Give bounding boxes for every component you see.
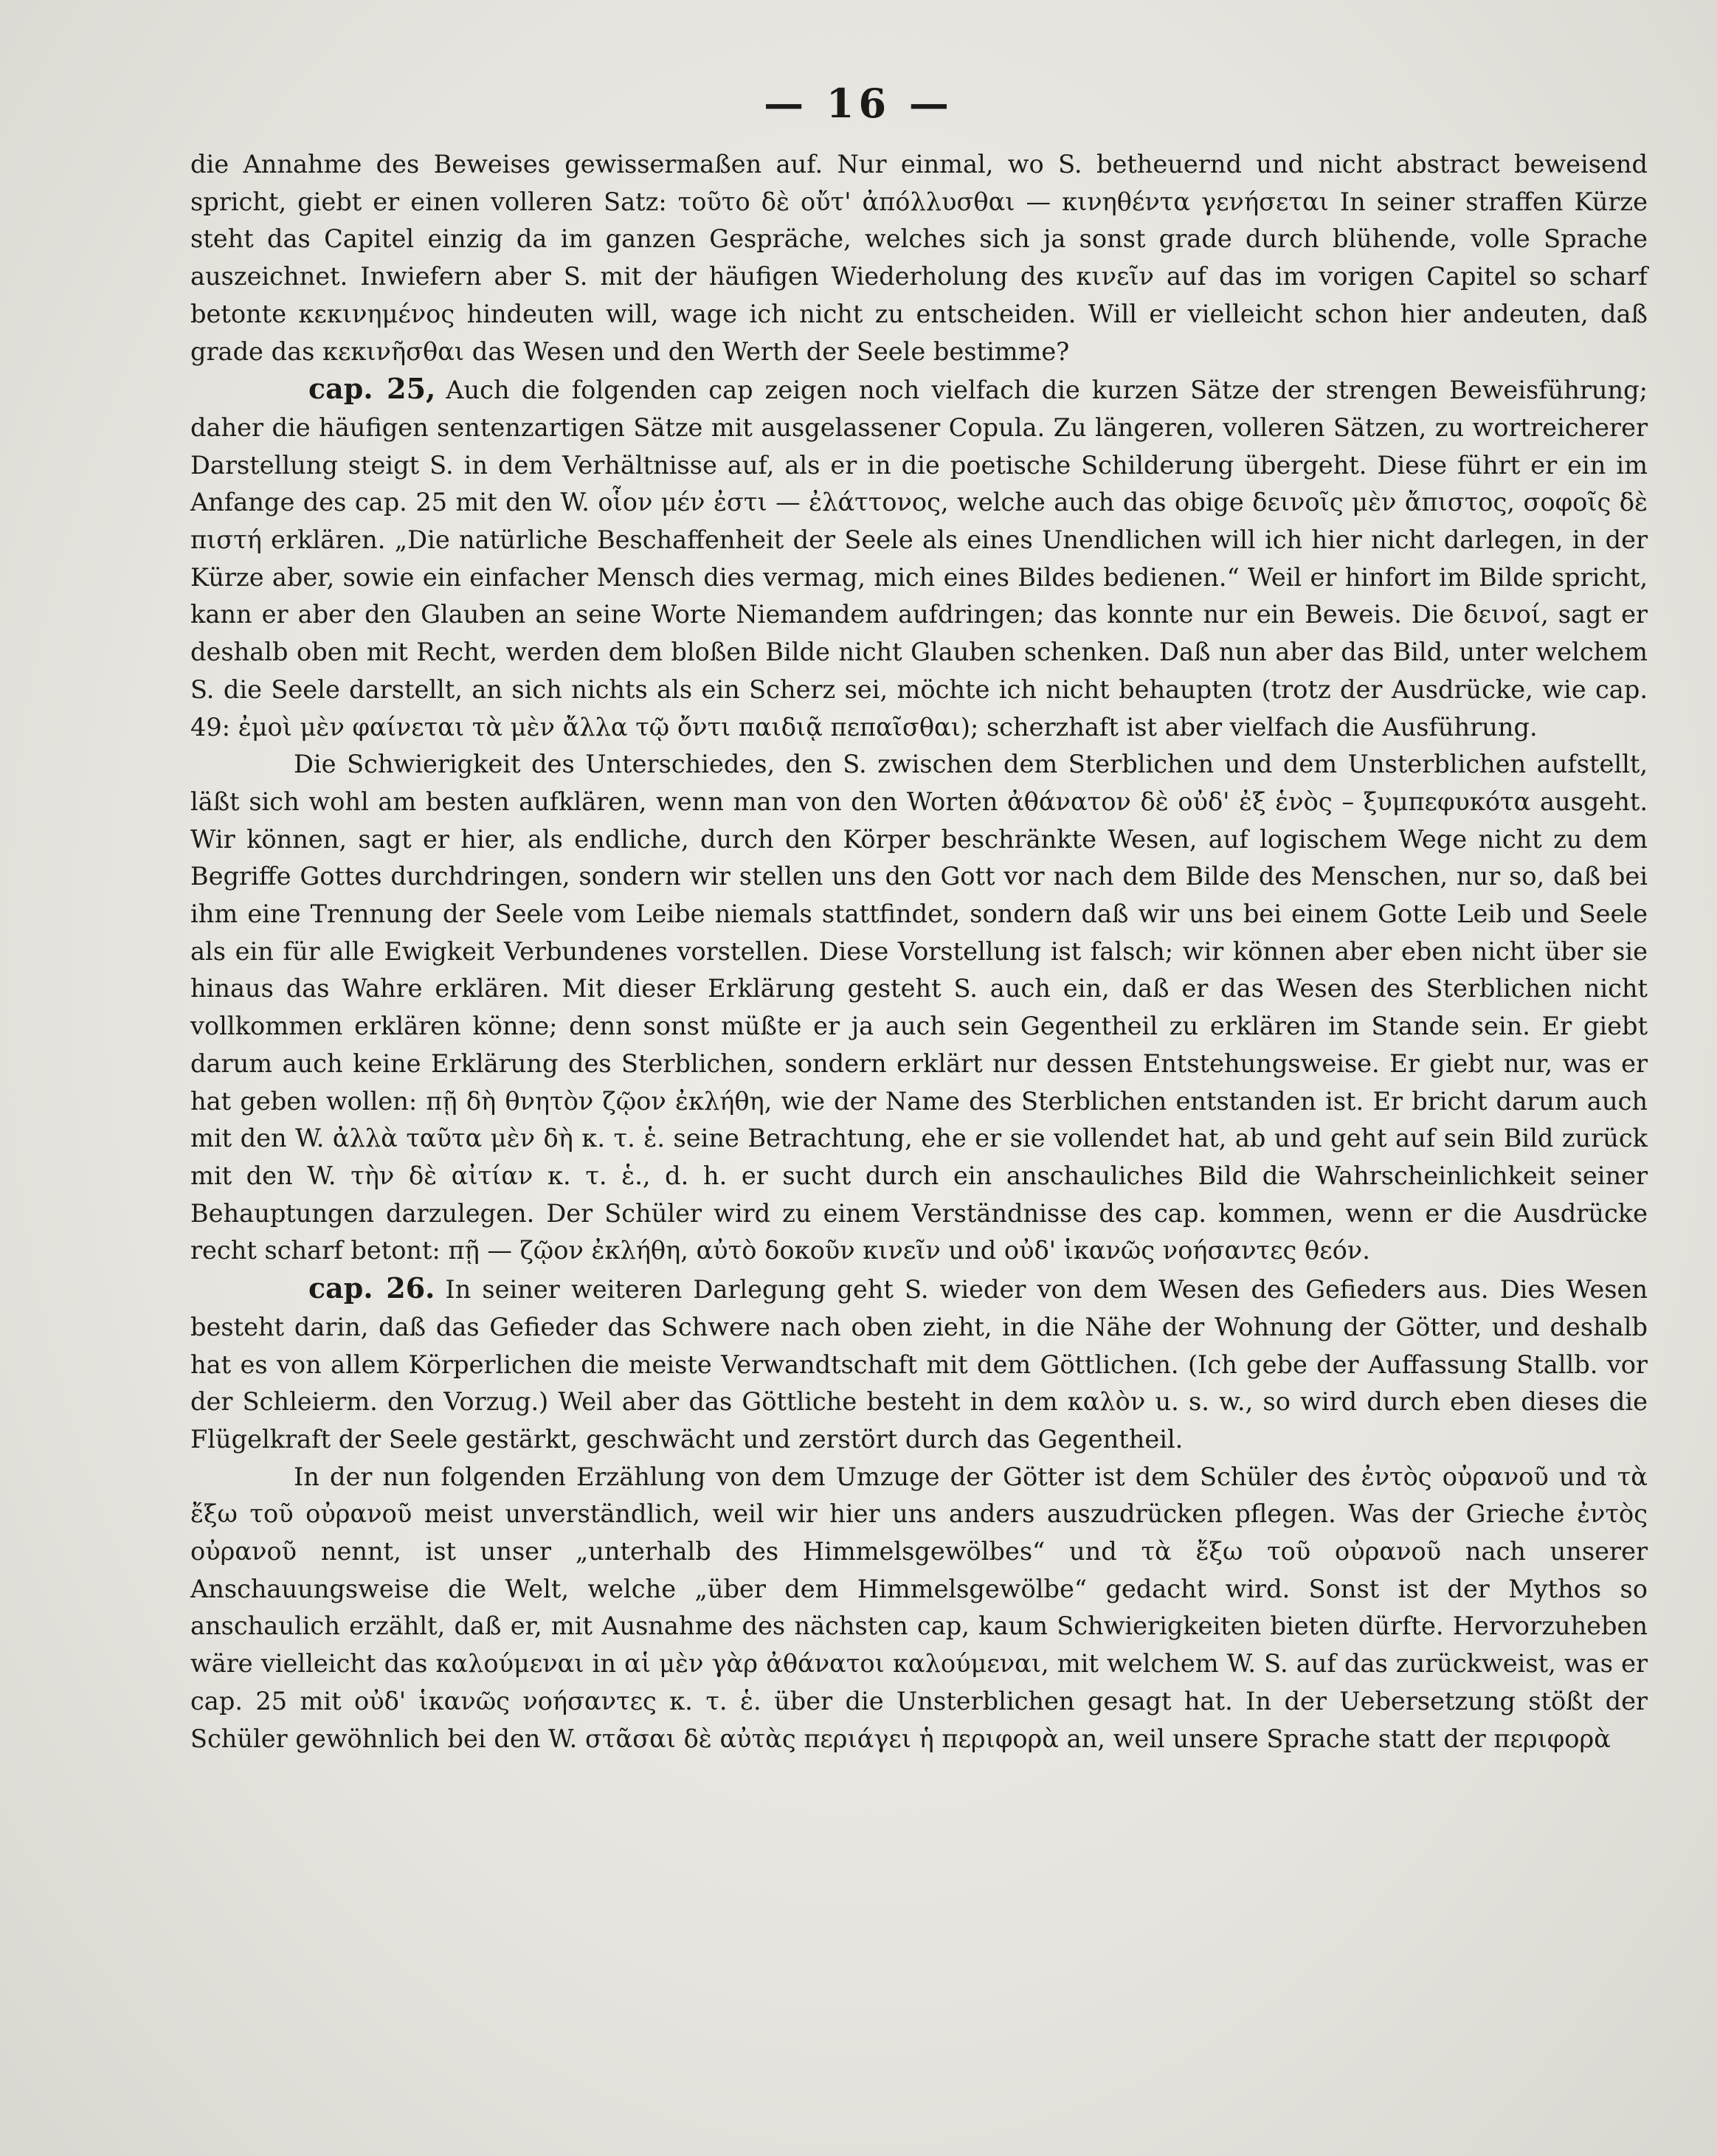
paragraph-text: die Annahme des Beweises gewissermaßen auf. Nur einmal, wo S. betheuernd und nicht abstract beweisend spricht, giebt er einen volleren Satz: τοῦτο δὲ οὔτ' ἀπόλλυσθαι — κινηθέντα γενήσεται In seiner straffen Kürze steht das Capitel einzig da im ganzen Gespräche, welches sich ja sonst grade durch blühende, volle Sprache auszeichnet. Inwiefern aber S. mit der häufigen Wiederholung des κινεῖν auf das im vorigen Capitel so scharf betonte κεκινημένος hindeuten will, wage ich nicht zu entscheiden. Will er vielleicht schon hier andeuten, daß grade das κεκινῆσθαι das Wesen und den Werth der Seele bestimme?	[190, 150, 1648, 366]
page-number: — 16 —	[764, 80, 953, 127]
paragraph-text: In seiner weiteren Darlegung geht S. wieder von dem Wesen des Gefieders aus. Dies Wesen besteht darin, daß das Gefieder das Schwere nach oben zieht, in die Nähe der Wohnung der Götter, und deshalb hat es von allem Körperlichen die meiste Verwandtschaft mit dem Göttlichen. (Ich gebe der Auffassung Stallb. vor der Schleierm. den Vorzug.) Weil aber das Göttliche besteht in dem καλὸν u. s. w., so wird durch eben dieses die Flügelkraft der Seele gestärkt, geschwächt und zerstört durch das Gegentheil.	[190, 1275, 1648, 1454]
paragraph-cap-26	[190, 1270, 1648, 1459]
paragraph-1	[190, 146, 1648, 370]
paragraph-text: Auch die folgenden cap zeigen noch vielfach die kurzen Sätze der strengen Beweisführung; daher die häufigen sentenzartigen Sätze mit ausgelassener Copula. Zu längeren, volleren Sätzen, zu wortreicherer Darstellung steigt S. in dem Verhältnisse auf, als er in die poetische Schilderung übergeht. Diese führt er ein im Anfange des cap. 25 mit den W. οἷον μέν ἐστι — ἐλάττονος, welche auch das obige δεινοῖς μὲν ἄπιστος, σοφοῖς δὲ πιστή erklären. „Die natürliche Beschaffenheit der Seele als eines Unendlichen will ich hier nicht darlegen, in der Kürze aber, sowie ein einfacher Mensch dies vermag, mich eines Bildes bedienen.“ Weil er hinfort im Bilde spricht, kann er aber den Glauben an seine Worte Niemandem aufdringen; das konnte nur ein Beweis. Die δεινοί, sagt er deshalb oben mit Recht, werden dem bloßen Bilde nicht Glauben schenken. Daß nun aber das Bild, unter welchem S. die Seele darstellt, an sich nichts als ein Scherz sei, möchte ich nicht behaupten (trotz der Ausdrücke, wie cap. 49: ἐμοὶ μὲν φαίνεται τὰ μὲν ἄλλα τῷ ὄντι παιδιᾷ πεπαῖσθαι); scherzhaft ist aber vielfach die Ausführung.	[190, 376, 1648, 742]
paragraph-cap-25	[190, 370, 1648, 746]
paragraph-text: In der nun folgenden Erzählung von dem Umzuge der Götter ist dem Schüler des ἐντὸς οὐρανοῦ und τὰ ἔξω τοῦ οὐρανοῦ meist unverständlich, weil wir hier uns anders auszudrücken pflegen. Was der Grieche ἐντὸς οὐρανοῦ nennt, ist unser „unterhalb des Himmelsgewölbes“ und τὰ ἔξω τοῦ οὐρανοῦ nach unserer Anschauungsweise die Welt, welche „über dem Himmelsgewölbe“ gedacht wird. Sonst ist der Mythos so anschaulich erzählt, daß er, mit Ausnahme des nächsten cap, kaum Schwierigkeiten bieten dürfte. Hervorzuheben wäre vielleicht das καλούμεναι in αἱ μὲν γὰρ ἀθάνατοι καλούμεναι, mit welchem W. S. auf das zurückweist, was er cap. 25 mit οὐδ' ἱκανῶς νοήσαντες κ. τ. ἑ. über die Unsterblichen gesagt hat. In der Uebersetzung stößt der Schüler gewöhnlich bei den W. στᾶσαι δὲ αὐτὰς περιάγει ἡ περιφορὰ an, weil unsere Sprache statt der περιφορὰ	[190, 1462, 1648, 1753]
chapter-heading-26: cap. 26.	[308, 1271, 435, 1305]
paragraph-3	[190, 746, 1648, 1270]
paragraph-text: Die Schwierigkeit des Unterschiedes, den S. zwischen dem Sterblichen und dem Unsterblichen aufstellt, läßt sich wohl am besten aufklären, wenn man von den Worten ἀθάνατον δὲ οὐδ' ἐξ ἑνὸς – ξυμπεφυκότα ausgeht. Wir können, sagt er hier, als endliche, durch den Körper beschränkte Wesen, auf logischem Wege nicht zu dem Begriffe Gottes durchdringen, sondern wir stellen uns den Gott vor nach dem Bilde des Menschen, nur so, daß bei ihm eine Trennung der Seele vom Leibe niemals stattfindet, sondern daß wir uns bei einem Gotte Leib und Seele als ein für alle Ewigkeit Verbundenes vorstellen. Diese Vorstellung ist falsch; wir können aber eben nicht über sie hinaus das Wahre erklären. Mit dieser Erklärung gesteht S. auch ein, daß er das Wesen des Sterblichen nicht vollkommen erklären könne; denn sonst müßte er ja auch sein Gegentheil zu erklären im Stande sein. Er giebt darum auch keine Erklärung des Sterblichen, sondern erklärt nur dessen Entstehungsweise. Er giebt nur, was er hat geben wollen: πῇ δὴ θνητὸν ζῷον ἐκλήθη, wie der Name des Sterblichen entstanden ist. Er bricht darum auch mit den W. ἀλλὰ ταῦτα μὲν δὴ κ. τ. ἑ. seine Betrachtung, ehe er sie vollendet hat, ab und geht auf sein Bild zurück mit den W. τὴν δὲ αἰτίαν κ. τ. ἑ., d. h. er sucht durch ein anschauliches Bild die Wahrscheinlichkeit seiner Behauptungen darzulegen. Der Schüler wird zu einem Verständnisse des cap. kommen, wenn er die Ausdrücke recht scharf betont: πῇ — ζῷον ἐκλήθη, αὐτὸ δοκοῦν κινεῖν und οὐδ' ἱκανῶς νοήσαντες θεόν.	[190, 750, 1648, 1265]
body-text	[190, 146, 1648, 1758]
chapter-heading-25: cap. 25,	[308, 372, 436, 406]
paragraph-5	[190, 1459, 1648, 1758]
